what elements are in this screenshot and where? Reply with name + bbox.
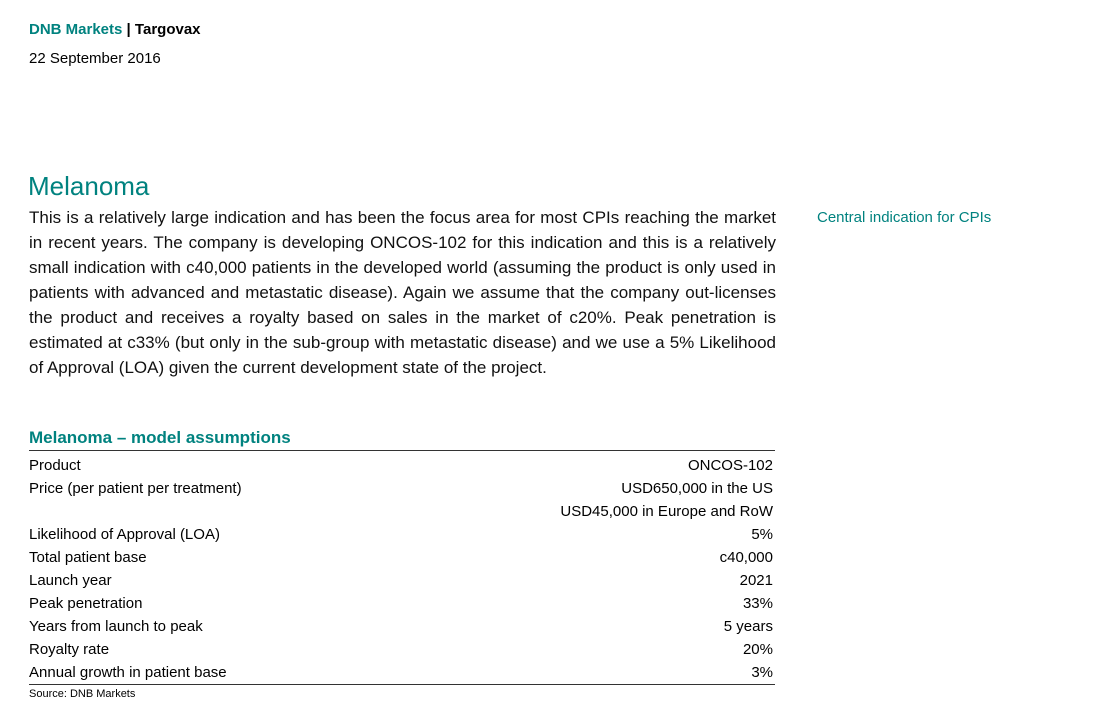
table-source: Source: DNB Markets <box>29 688 136 700</box>
header-separator: | <box>122 21 135 38</box>
row-value: c40,000 <box>719 549 773 566</box>
report-header <box>29 20 201 40</box>
row-value: ONCOS-102 <box>687 457 773 474</box>
brand-name: DNB Markets <box>29 21 123 38</box>
row-label: Launch year <box>29 572 112 589</box>
section-body: This is a relatively large indication and has been the focus area for most CPIs reaching the market in recent years. The company is developing ONCOS-102 for this indication and this is a relatively small indication with c40,000 patients in the developed world (assuming the product is only used in patients with advanced and metastatic disease). Again we assume that the company out-licenses the product and receives a royalty based on sales in the market of c20%. Peak penetration is estimated at c33% (but only in the sub-group with metastatic disease) and we use a 5% Likelihood of Approval (LOA) given the current development state of the project. <box>29 208 776 377</box>
table-title: Melanoma – model assumptions <box>29 427 775 451</box>
company-name: Targovax <box>134 21 201 38</box>
table-row <box>29 569 775 592</box>
table-row <box>29 615 775 638</box>
row-value: 3% <box>751 664 773 681</box>
row-label: Peak penetration <box>29 595 143 612</box>
row-value <box>560 477 775 523</box>
table-row <box>29 638 775 661</box>
row-value: 5 years <box>723 618 773 635</box>
table-row <box>29 592 775 615</box>
section-title: Melanoma <box>28 171 150 201</box>
assumptions-table <box>29 427 775 702</box>
row-label: Product <box>29 457 81 474</box>
row-label: Years from launch to peak <box>29 618 203 635</box>
row-value: 5% <box>751 526 773 543</box>
table-row <box>29 477 775 523</box>
row-label: Total patient base <box>29 549 147 566</box>
row-label: Annual growth in patient base <box>29 664 227 681</box>
row-label: Royalty rate <box>29 641 110 658</box>
table-row <box>29 523 775 546</box>
table-body <box>29 454 775 685</box>
row-label: Price (per patient per treatment) <box>29 480 242 497</box>
side-note: Central indication for CPIs <box>817 209 992 226</box>
table-row <box>29 546 775 569</box>
row-value: 33% <box>742 595 773 612</box>
row-value: 20% <box>742 641 773 658</box>
report-date: 22 September 2016 <box>29 50 161 67</box>
table-row <box>29 661 775 684</box>
table-row <box>29 454 775 477</box>
row-label: Likelihood of Approval (LOA) <box>29 526 220 543</box>
row-value: 2021 <box>739 572 773 589</box>
row-value-line: USD650,000 in the US <box>621 480 773 497</box>
row-value-line: USD45,000 in Europe and RoW <box>560 503 773 520</box>
